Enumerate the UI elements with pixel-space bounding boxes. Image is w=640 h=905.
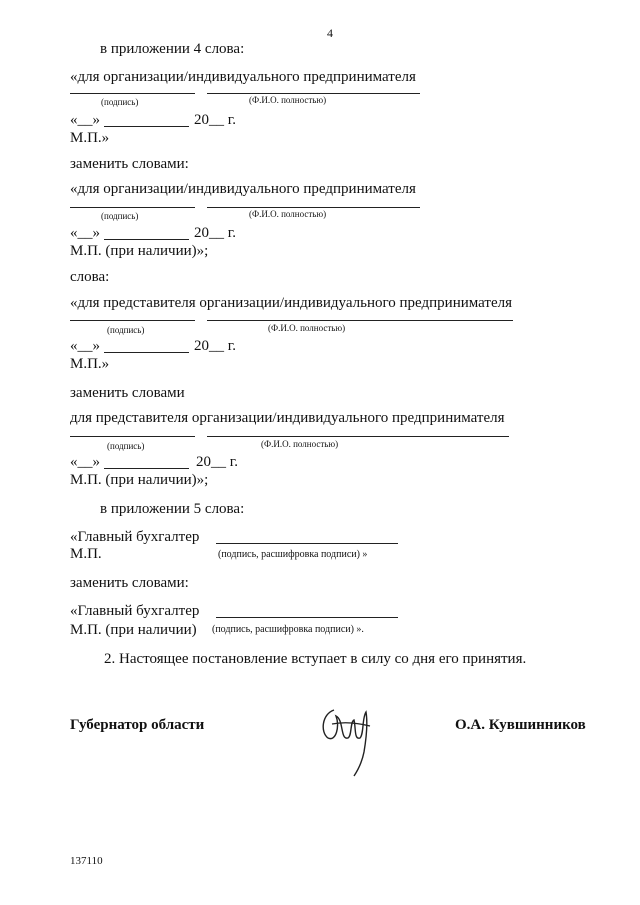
signatory-position: Губернатор области (70, 717, 205, 733)
block6-intro: заменить словами: (70, 575, 189, 591)
block4-signature-line (70, 436, 195, 437)
block6-accountant-line (216, 617, 398, 618)
block3-heading: «для представителя организации/индивидуального предпринимателя (70, 295, 513, 311)
block3-signature-line (70, 320, 195, 321)
block2-fio-caption: (Ф.И.О. полностью) (249, 209, 327, 219)
block2-intro: заменить словами: (70, 156, 189, 172)
block3-fio-caption: (Ф.И.О. полностью) (268, 323, 346, 333)
block2-stamp: М.П. (при наличии)»; (70, 243, 209, 259)
page-number: 4 (327, 26, 333, 40)
block5-accountant-label: «Главный бухгалтер (70, 529, 200, 545)
block2-heading: «для организации/индивидуального предпринимателя (70, 181, 416, 197)
block2-date-quote: «__» (70, 225, 100, 241)
block3-date-quote: «__» (70, 338, 100, 354)
block1-intro: в приложении 4 слова: (100, 41, 245, 57)
block1-heading: «для организации/индивидуального предпринимателя (70, 69, 416, 85)
block6-accountant-label: «Главный бухгалтер (70, 603, 200, 619)
block4-signature-caption: (подпись) (107, 441, 145, 451)
block2-date-line (104, 239, 189, 240)
block6-stamp: М.П. (при наличии) (70, 622, 197, 638)
block3-date-line (104, 352, 189, 353)
block5-stamp: М.П. (70, 546, 102, 562)
block4-stamp: М.П. (при наличии)»; (70, 472, 209, 488)
block1-stamp: М.П.» (70, 130, 110, 146)
block5-caption: (подпись, расшифровка подписи) » (218, 549, 368, 560)
block1-fio-line (207, 93, 420, 94)
block2-year: 20__ г. (194, 225, 236, 241)
block3-intro: слова: (70, 269, 110, 285)
block2-signature-line (70, 207, 195, 208)
block4-fio-caption: (Ф.И.О. полностью) (261, 439, 339, 449)
block2-signature-caption: (подпись) (101, 211, 139, 221)
document-code: 137110 (70, 855, 103, 867)
block1-year: 20__ г. (194, 112, 236, 128)
block4-heading: для представителя организации/индивидуального предпринимателя (70, 410, 505, 426)
signatory-name: О.А. Кувшинников (455, 717, 586, 733)
block4-intro: заменить словами (70, 385, 185, 401)
block3-year: 20__ г. (194, 338, 236, 354)
block4-date-line (104, 468, 189, 469)
block3-signature-caption: (подпись) (107, 325, 145, 335)
block5-accountant-line (216, 543, 398, 544)
block3-fio-line (207, 320, 513, 321)
block4-fio-line (207, 436, 509, 437)
block3-stamp: М.П.» (70, 356, 110, 372)
block1-signature-line (70, 93, 195, 94)
point-2-text: 2. Настоящее постановление вступает в силу со дня его принятия. (104, 651, 527, 667)
block6-caption: (подпись, расшифровка подписи) ». (212, 624, 364, 635)
handwritten-signature (314, 700, 384, 780)
block5-intro: в приложении 5 слова: (100, 501, 245, 517)
block4-date-quote: «__» (70, 454, 100, 470)
block1-date-quote: «__» (70, 112, 100, 128)
block1-signature-caption: (подпись) (101, 97, 139, 107)
block1-fio-caption: (Ф.И.О. полностью) (249, 95, 327, 105)
block1-date-line (104, 126, 189, 127)
block2-fio-line (207, 207, 420, 208)
block4-year: 20__ г. (196, 454, 238, 470)
